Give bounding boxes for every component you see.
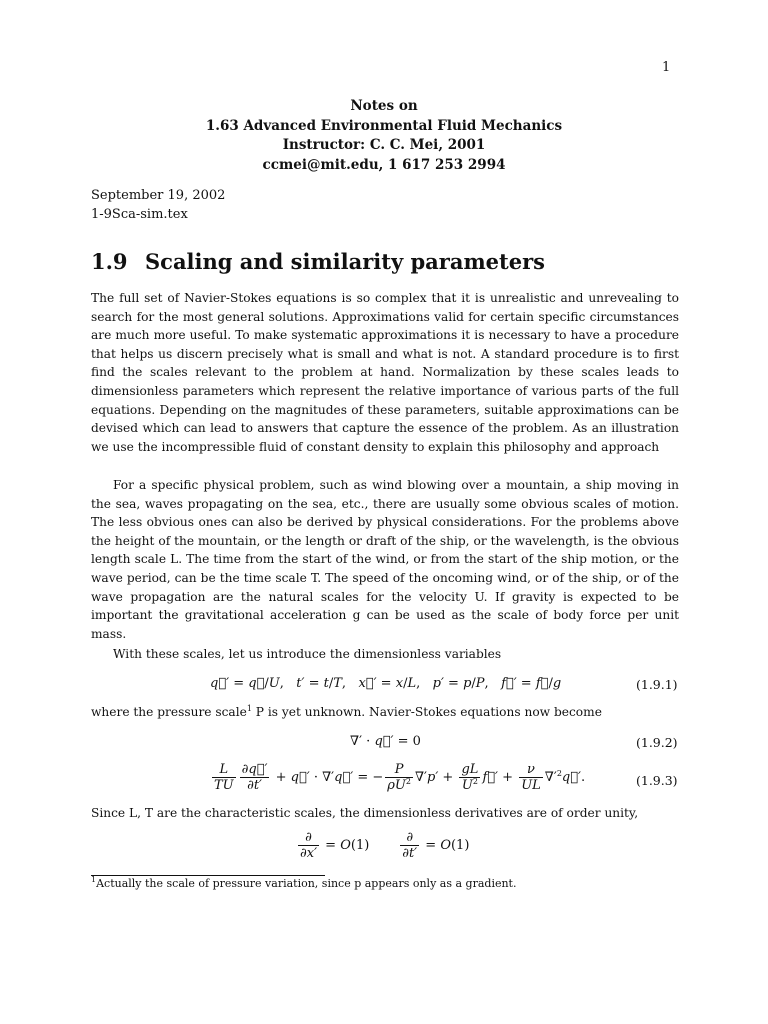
paragraph-intro: The full set of Navier-Stokes equations is so complex that it is unrealistic and unrevealing to search for the most general solutions. Approximations valid for certain specific circumstances are much more useful. To make systematic approximations it is necessary to have a procedure that helps us discern precisely what is small and what is not. A standard procedure is to first find the scales relevant to the problem at hand. Normalization by these scales leads to dimensionless parameters which represent the relative importance of various parts of the full equations. Depending on the magnitudes of these parameters, suitable approximations can be devised which can lead to answers that capture the essence of the problem. As an illustration we use the incompressible fluid of constant density to explain this philosophy and approach [91,291,679,454]
section-title: Scaling and similarity parameters [145,249,545,274]
document-filename: 1-9Sca-sim.tex [91,207,188,222]
header-line-notes: Notes on [350,98,418,114]
equation-number-1-9-1: (1.9.1) [636,677,678,692]
document-header [0,97,768,175]
section-number: 1.9 [91,249,128,274]
equation-1-9-1: q⃗′ = q⃗/U, t′ = t/T, x⃗′ = x/L, p′ = p/P, f⃗′ = f⃗/g [210,676,562,691]
page-number: 1 [662,60,671,75]
footnote-ref: 1 [246,704,252,713]
paragraph-dimensionless-intro: With these scales, let us introduce the dimensionless variables [113,647,502,661]
equation-number-1-9-2: (1.9.2) [636,735,678,750]
header-line-course: 1.63 Advanced Environmental Fluid Mechanics [205,117,563,134]
equation-1-9-3: $\frac{L}{TU}$ $\frac{\partial q⃗'}{\partial t'}$ + q⃗′ · ∇′q⃗′ = − $\frac{P}{\rho U^2}$ ∇′p′ + $\frac{gL}{U^2}$ f⃗′ + $\frac{\nu}{UL}$ $\nabla'^2q⃗'$. [214,762,586,793]
footnote [91,877,516,890]
paragraph-scales: For a specific physical problem, such as wind blowing over a mountain, a ship moving in the sea, waves propagating on the sea, etc., there are usually some obvious scales of motion. The less obvious ones can also be derived by physical considerations. For the problems above the height of the mountain, or the length or draft of the ship, or the wavelength, is the obvious length scale L. The time from the start of the wind, or from the start of the ship motion, or the wave period, can be the time scale T. The speed of the oncoming wind, or of the ship, or of the wave propagation are the natural scales for the velocity U. If gravity is expected to be important the gravitational acceleration g can be used as the scale of body force per unit mass. [91,478,679,641]
footnote-text: Actually the scale of pressure variation, since p appears only as a gradient. [96,877,517,890]
text-after-eq1 [91,705,602,719]
equation-number-1-9-3: (1.9.3) [636,773,678,788]
document-meta [91,186,225,224]
footnote-rule [91,875,325,876]
equation-order-unity: $\frac{\partial}{\partial x'}$ = O(1) $\frac{\partial}{\partial t'}$ = O(1) [300,830,470,861]
header-line-instructor: Instructor: C. C. Mei, 2001 [282,137,486,153]
header-line-contact: ccmei@mit.edu, 1 617 253 2994 [262,156,506,173]
section-heading [91,249,545,274]
after-eq1-text: where the pressure scale [91,705,247,719]
document-date: September 19, 2002 [91,188,226,203]
text-since-line: Since L, T are the characteristic scales, the dimensionless derivatives are of order unity, [91,806,639,820]
footnote-mark: 1 [91,875,97,884]
equation-1-9-2: ∇′ · q⃗′ = 0 [350,734,421,749]
after-eq1-rest-text: P is yet unknown. Navier-Stokes equations now become [255,705,602,719]
